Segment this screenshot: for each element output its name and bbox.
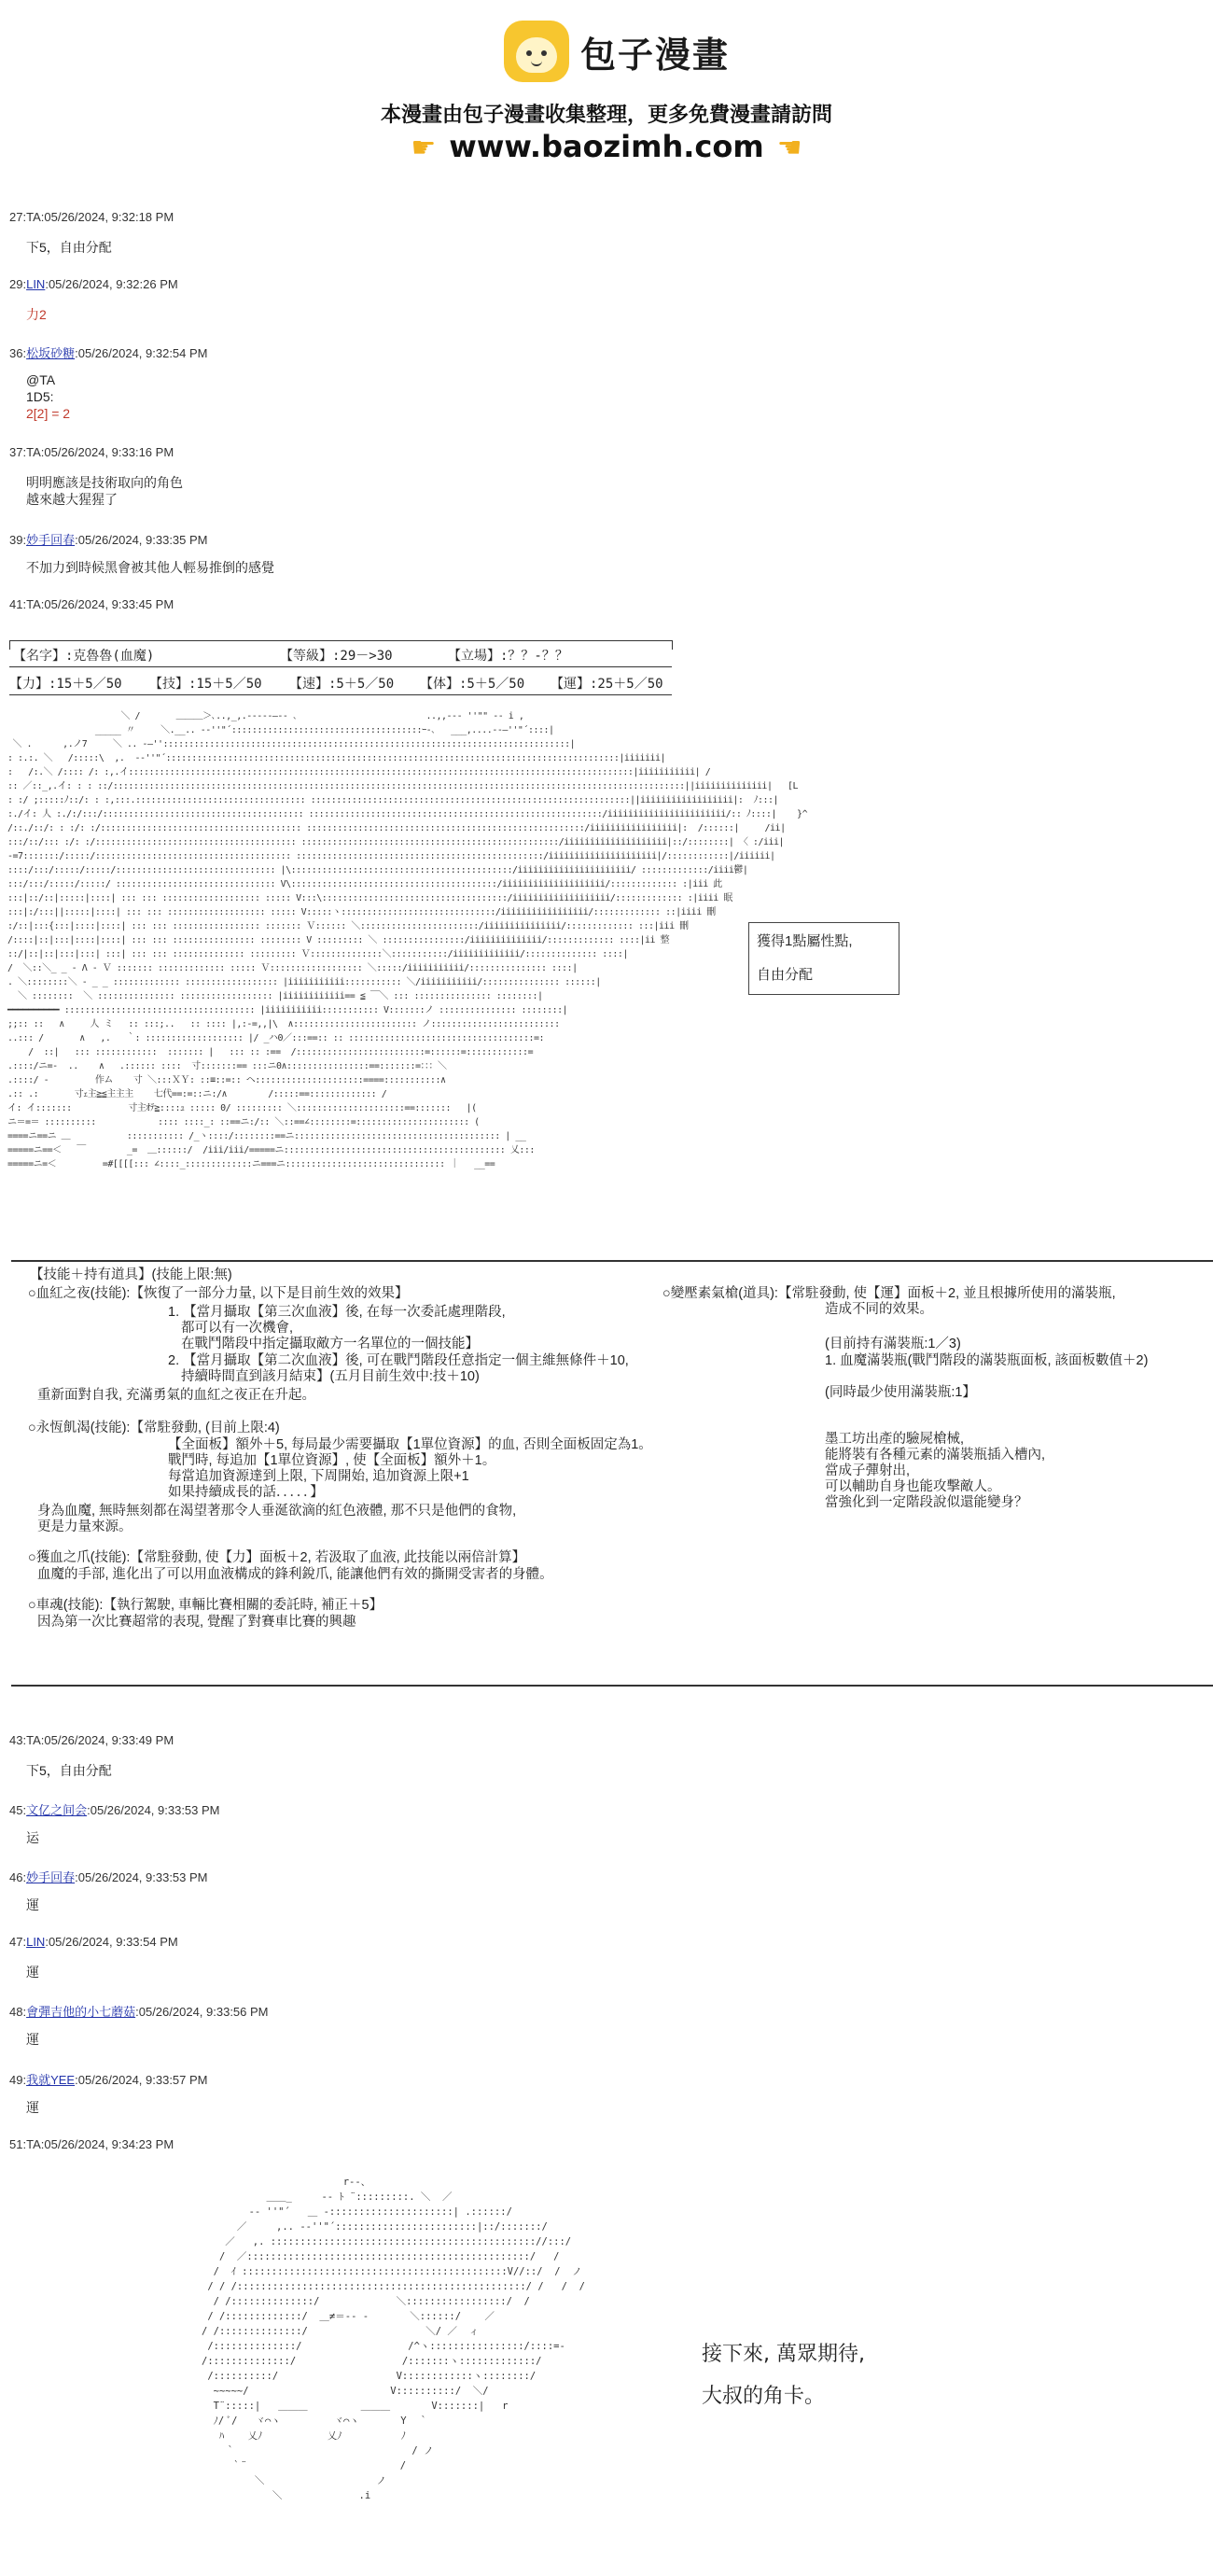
skill-crimson-night-title: ○血紅之夜(技能):【恢復了一部分力量, 以下是目前生效的效果】 bbox=[28, 1286, 409, 1301]
post-header: 27:TA:05/26/2024, 9:32:18 PM bbox=[9, 210, 174, 224]
post-header: 36:松坂砂糖:05/26/2024, 9:32:54 PM bbox=[9, 346, 208, 360]
skill-car-soul-title: ○車魂(技能):【執行駕駛, 車輛比賽相關的委託時, 補正＋5】 bbox=[28, 1598, 383, 1613]
skill-crimson-night-line: 2. 【當月攝取【第二次血液】後, 可在戰鬥階段任意指定一個主維無條件＋10, bbox=[168, 1353, 629, 1368]
post-timestamp: 05/26/2024, 9:33:56 PM bbox=[138, 2005, 269, 2019]
post-body: 運 bbox=[26, 1965, 39, 1980]
post-number: 51 bbox=[9, 2137, 23, 2151]
stat-speed: 【速】:5＋5／50 bbox=[289, 677, 395, 692]
post-timestamp: 05/26/2024, 9:33:57 PM bbox=[77, 2073, 208, 2087]
post-author: TA bbox=[26, 1733, 41, 1747]
post-timestamp: 05/26/2024, 9:34:23 PM bbox=[44, 2137, 174, 2151]
post-author[interactable]: 妙手回春 bbox=[26, 1870, 76, 1884]
item-vial-gun-flavor: 當成子彈射出, bbox=[825, 1463, 911, 1478]
skill-crimson-night-line: 都可以有一次機會, bbox=[181, 1321, 294, 1336]
character-ascii-art: ＼ / ＿＿＿＞､..,_,.--‐--―-- ､ ..,,--‐ ''"" -- i , _____ 〃 ＼.__.. -‐''"´:::::::::::::::::::::::::::::::::::::ｰ-､ ___,....--―''"´::::| ＼ . ,.ノ7 ＼ .. -―'':::::::::::::::::::::::::::::::::::::::::::::::::::::::::::::::::::::::::::::::| : :.:. ＼ /:::::\ ,. -‐''"´::::::::::::::::::::::::::::::::::::::::::::::::::::::::::::::::::::::::::::::::::::::::|iiiiiii| : /:.＼ /:::: /: :,.イ::::::::::::::::::::::::::::::::::::::::::::::::::::::::::::::::::::::::::::::::::::::::::::::::::|iiiiiiiiiii| / :: ／::_,.イ: : : ::/:::::::::::::::::::::::::::::::::::::::::::::::::::::::::::::::::::::::::::::::::::::::::::::::::::::::::::::::||iiiiiiiiiiiiii| [L : :/ ;:::::ﾉ::/: : :,:::.::::::::::::::::::::::::::::::::: ::::::::::::::::::::::::::::::::::::::::::::::::::::::::::::::||iiiiiiiiiiiiiiiiii|: ﾉ:::| :./イ: 人 :./:/:::/::::::::::::::::::::::::::::::::::::::: :::::::::::::::::::::::::::::::::::::::::::::::::::::::::/iiiiiiiiiiiiiiiiiiiiiii/:: ﾉ::::| }^ /::./::/: : :/: :/::::::::::::::::::::::::::::::::::::::: ::::::::::::::::::::::::::::::::::::::::::::::::::::::/iiiiiiiiiiiiiiiii|: /::::::| /ii| :::/::/::: :/: :/::::::::::::::::::::::::::::::::::::::: ::::::::::::::::::::::::::::::::::::::::::::::::::/iiiiiiiiiiiiiiiiiiii|::/::::::::| 〈 :/iii| -=7:::::::/:::::/:::::::::::::::::::::::::::::::::::::: ::::::::::::::::::::::::::::::::::::::::::::::::/iiiiiiiiiiiiiiiiiiiii|/::::::::::::|/iiiiii| ::::/:::/:::::/:::::/::::::::::::::::::::::::::::::: |\:::::::::::::::::::::::::::::::::::::::::::/iiiiiiiiiiiiiiiiiiiiii/ :::::::::::::/iiii鬱| :::/:::/:::::/:::::/ ::::::::::::::::::::::::::::::: V\::::::::::::::::::::::::::::::::::::::::/iiiiiiiiiiiiiiiiiiii/::::::::::::: :|iii 此 :::|::/::|:::::|::::| ::: ::: ::::::::::::::::::: ::::: V:::\::::::::::::::::::::::::::::::::::::/iiiiiiiiiiiiiiiiiii/::::::::::::: :|iiii 眠 :::|:/:::||:::::|::::| ::: ::: ::::::::::::::::::: ::::: V:::::ヽ::::::::::::::::::::::::::::::/iiiiiiiiiiiiiiiii/::::::::::::: ::|iiii 刪 :/::|:::{:::|::::|::::| ::: ::: ::::::::::::::::: ::::::: Ｖ:::::: ＼:::::::::::::::::::::::/iiiiiiiiiiiiiii/::::::::::::: :::|iii 刪 /::::|::|:::|::::|::::| ::: ::: :::::::::::::::: :::::::: V ::::::::: ＼ ::::::::::::::::/iiiiiiiiiiiiii/::::::::::::: ::::|ii 整 ::/|::|::|:::|:::| :::| ::: ::: :::::::::::::: ::::::::: Ｖ::::::::::::::＼:::::::::::/iiiiiiiiiiiii/:::::::::::::: ::::| / ＼::＼_ _ - Λ - Ｖ ::::::: ::::::::::::: ::::: Ｖ:::::::::::::::::: ＼:::::/iiiiiiiiiii/::::::::::::::: ::::| . ＼::::::::＼ - _ _ ::::::::::::: :::::::::::::::::: |iiiiiiiiiii::::::::::: ＼/iiiiiiiiiii/::::::::::::::: ::::::| ＼ :::::::: ＼ ::::::::::::::: :::::::::::::::::: |iiiiiiiiiiii== ≦ ￣＼ ::: ::::::::::::::: ::::::::| ━━━━━━━━━━ ::::::::::::::::::::::::::::::::::::: |iiiiiiiiiii::::::::::: V:::::::ノ ::::::::::::::: ::::::::| ;;:: :: ∧ 人 ミ :: :::;.. :: :::: |,:-=,,|\ ∧:::::::::::::::::::::::: ノ::::::::::::::::::::::::: ..::: / ∧ ,. ｀: ::::::::::::::::::: |/ _ハ0／:::==:: :: ::::::::::::::::::::::::::::::::::::=: / ::| ::: :::::::::::: ::::::: | ::: :: :== /:::::::::::::::::::::::::=::::::=::::::::::::= .::::/ニ=- .. ∧ .:::::: :::: 寸:::::::== :::ニ0∧::::::::::::::::==:::::::=：：：＼ .::::/ - 作ム 寸 ＼:::ＸＹ: ::≡::=:: ヘ:::::::::::::::::::::====:::::::::::∧ .:: .: 寸ｪ主≧≦主主主 七代==:=::ニ:/∧ /:::::==::::::::::::: / イ: イ::::::: 寸主ｵﾃ≧::::ｭ ::::: 0/ ::::::::: ＼:::::::::::::::::::::==::::::: |( ニ＝=＝ :::::::::: :::: ::::_: ::==ニ:/:: ＼::==∠::::::::=:::::::::::::::::::::: ( ====ニ==ニ ＿ ::::::::::: /_ヽ::::/::::::::==ニ:::::::::::::::::::::::::::::::::::::::: | __ =====ニ==＜ ￣ _= ＿::::::/ /iii/iii/=====ニ::::::::::::::::::::::::::::::::::::::::::: 乂::: =====ニ=＜ =#[[[[::: ∠::::_:::::::::::::ニ===ニ::::::::::::::::::::::::::::::: ｜ __== bbox=[7, 711, 808, 1169]
skill-eternal-hunger-line: 戰鬥時, 每追加【1單位資源】, 使【全面板】額外＋1。 bbox=[168, 1453, 496, 1468]
post-body: 力2 bbox=[26, 307, 47, 322]
skill-eternal-hunger-line: 如果持續成長的話．．．．．】 bbox=[168, 1485, 324, 1500]
post-header: 45:文亿之间会:05/26/2024, 9:33:53 PM bbox=[9, 1803, 220, 1817]
stat-technique: 【技】:15＋5／50 bbox=[149, 677, 262, 692]
post-timestamp: 05/26/2024, 9:33:16 PM bbox=[44, 445, 174, 459]
post-body: 不加力到時候黑會被其他人輕易推倒的感覺 bbox=[26, 560, 274, 575]
post-author: TA bbox=[26, 597, 41, 611]
post-number: 47 bbox=[9, 1935, 23, 1949]
uncle-face-ascii-art: r‐-、 ＿＿_ -- ﾄ ¨:::::::::. ＼ ／ -‐ ''"´ ＿ -:::::::::::::::::::::| .::::::/ ／ ,.. -‐''"´::::::::::::::::::::::::|::/:::::::/ ／ ,. ::::::::::::::::::::::::::::::::::::::::::::://:::/ / ／::::::::::::::::::::::::::::::::::::::::::::::::/ / / ｲ :::::::::::::::::::::::::::::::::::::::::::::V//::/ / ノ / / /:::::::::::::::::::::::::::::::::::::::::::::::::/ / / / / /::::::::::::::/ ＼:::::::::::::::::/ / / /:::::::::::::/ ＿≠＝-- ‐ ＼::::::/ ／ / /::::::::::::::/ ＼/ ／ ィ /::::::::::::::/ /^ヽ::::::::::::::::/::::=- /::::::::::::::/ /:::::::ヽ:::::::::::::/ /::::::::::/ V::::::::::::ヽ::::::::/ ~~~~~/ V::::::::::/ ＼/ T¨:::::| ＿＿＿ ＿＿＿ V:::::::| r ﾉ/ ﾞ/ ヾ⌒ヽ ヾ⌒ヽ Y ｀ ﾊ 乂ﾉ 乂ﾉ ﾉ ｀ / ノ ｀¨ / ＼ ノ ＼ .i bbox=[202, 2177, 585, 2501]
skill-crimson-night-line: 1. 【當月攝取【第三次血液】後, 在每一次委託處理階段, bbox=[168, 1305, 506, 1320]
post-timestamp: 05/26/2024, 9:33:35 PM bbox=[77, 533, 208, 547]
skill-eternal-hunger-flavor: 身為血魔, 無時無刻都在渴望著那令人垂涎欲滴的紅色液體, 那不只是他們的食物, bbox=[37, 1504, 517, 1519]
skill-crimson-night-line: 持續時間直到該月結束】(五月目前生效中:技＋10) bbox=[181, 1369, 480, 1384]
item-vial-gun-flavor: 當強化到一定階段說似還能變身？ bbox=[825, 1495, 1028, 1510]
item-vial-gun-line: (目前持有滿裝瓶:1／3) bbox=[825, 1337, 961, 1351]
skills-section bbox=[11, 1260, 1213, 1689]
item-vial-gun-flavor: 墨工坊出產的驗屍槍械, bbox=[825, 1432, 965, 1447]
caption-line-1: 接下來, 萬眾期待, bbox=[702, 2343, 865, 2366]
post-header: 51:TA:05/26/2024, 9:34:23 PM bbox=[9, 2137, 174, 2151]
sheet-level: 【等級】:29－>30 bbox=[280, 649, 393, 664]
post-header: 29:LIN:05/26/2024, 9:32:26 PM bbox=[9, 277, 178, 291]
skill-blood-claw-title: ○獲血之爪(技能):【常駐發動, 使【力】面板＋2, 若汲取了血液, 此技能以兩倍計算】 bbox=[28, 1550, 526, 1565]
banner-subtitle: 本漫畫由包子漫畫收集整理，更多免費漫畫請訪問 bbox=[380, 104, 832, 127]
skill-blood-claw-flavor: 血魔的手部, 進化出了可以用血液構成的鋒利銳爪, 能讓他們有效的撕開受害者的身體。 bbox=[37, 1567, 553, 1582]
post-header: 39:妙手回春:05/26/2024, 9:33:35 PM bbox=[9, 533, 208, 547]
post-number: 37 bbox=[9, 445, 23, 459]
post-header: 41:TA:05/26/2024, 9:33:45 PM bbox=[9, 597, 174, 611]
note-line-1: 獲得1點屬性點, bbox=[757, 933, 853, 949]
item-vial-gun-line: (同時最少使用滿裝瓶:1】 bbox=[825, 1385, 976, 1400]
post-header: 49:我就YEE:05/26/2024, 9:33:57 PM bbox=[9, 2073, 208, 2087]
post-body: 運 bbox=[26, 2032, 39, 2047]
bun-mascot-icon bbox=[504, 21, 569, 82]
stat-point-note bbox=[748, 922, 899, 995]
post-author[interactable]: 我就YEE bbox=[26, 2073, 76, 2087]
item-vial-gun-flavor: 能將裝有各種元素的滿裝瓶插入槽內, bbox=[825, 1448, 1046, 1463]
post-body: 明明應該是技術取向的角色 越來越大猩猩了 bbox=[26, 475, 183, 507]
post-body: @TA 1D5: 2[2] = 2 bbox=[26, 372, 71, 421]
caption-line-2: 大叔的角卡。 bbox=[702, 2385, 826, 2408]
post-number: 41 bbox=[9, 597, 23, 611]
skill-crimson-night-line: 在戰鬥階段中指定攝取敵方一名單位的一個技能】 bbox=[181, 1337, 479, 1351]
site-url[interactable]: www.baozimh.com bbox=[449, 129, 764, 164]
skill-eternal-hunger-title: ○永恆飢渴(技能):【常駐發動, (目前上限:4) bbox=[28, 1421, 280, 1435]
pointing-hand-icon: ☚ bbox=[776, 132, 802, 164]
post-header: 46:妙手回春:05/26/2024, 9:33:53 PM bbox=[9, 1870, 208, 1884]
post-number: 29 bbox=[9, 277, 23, 291]
post-body: 運 bbox=[26, 1897, 39, 1912]
skill-eternal-hunger-line: 【全面板】額外＋5, 每局最少需要攝取【1單位資源】的血, 否則全面板固定為1。 bbox=[168, 1437, 652, 1452]
post-author: TA bbox=[26, 2137, 41, 2151]
site-banner bbox=[0, 0, 1213, 173]
post-author: TA bbox=[26, 210, 41, 224]
sheet-name: 【名字】:克魯魯(血魔) bbox=[13, 649, 155, 664]
item-vial-gun-line: 造成不同的效果。 bbox=[825, 1302, 933, 1317]
post-body: 下5，自由分配 bbox=[26, 240, 112, 255]
post-author[interactable]: 妙手回春 bbox=[26, 533, 76, 547]
post-timestamp: 05/26/2024, 9:32:26 PM bbox=[48, 277, 178, 291]
post-author[interactable]: 松坂砂糖 bbox=[26, 346, 76, 360]
post-author[interactable]: LIN bbox=[26, 277, 46, 291]
post-number: 45 bbox=[9, 1803, 23, 1817]
stat-luck: 【運】:25＋5／50 bbox=[551, 677, 663, 692]
post-timestamp: 05/26/2024, 9:33:53 PM bbox=[90, 1803, 220, 1817]
post-body: 运 bbox=[26, 1830, 39, 1845]
post-timestamp: 05/26/2024, 9:32:54 PM bbox=[77, 346, 208, 360]
site-logo[interactable] bbox=[504, 21, 730, 82]
skill-eternal-hunger-flavor: 更是力量來源。 bbox=[37, 1519, 132, 1534]
stat-strength: 【力】:15＋5／50 bbox=[9, 677, 122, 692]
post-number: 27 bbox=[9, 210, 23, 224]
pointing-hand-icon: ☛ bbox=[411, 132, 437, 164]
skill-crimson-night-flavor: 重新面對自我, 充滿勇氣的血紅之夜正在升起。 bbox=[37, 1388, 316, 1403]
item-vial-gun-line: 1. 血魔滿裝瓶(戰鬥階段的滿裝瓶面板, 該面板數值＋2) bbox=[825, 1353, 1149, 1368]
post-timestamp: 05/26/2024, 9:33:54 PM bbox=[48, 1935, 178, 1949]
item-vial-gun-flavor: 可以輔助自身也能攻擊敵人。 bbox=[825, 1479, 1001, 1494]
post-number: 48 bbox=[9, 2005, 23, 2019]
post-number: 36 bbox=[9, 346, 23, 360]
post-author[interactable]: LIN bbox=[26, 1935, 46, 1949]
banner-url-line[interactable] bbox=[0, 129, 1213, 164]
post-timestamp: 05/26/2024, 9:33:53 PM bbox=[77, 1870, 208, 1884]
post-body: 運 bbox=[26, 2100, 39, 2115]
character-stat-sheet bbox=[9, 635, 681, 700]
post-author[interactable]: 會彈吉他的小七蘑菇 bbox=[26, 2005, 136, 2019]
post-author[interactable]: 文亿之间会 bbox=[26, 1803, 88, 1817]
post-number: 39 bbox=[9, 533, 23, 547]
skills-header: 【技能＋持有道具】(技能上限:無) bbox=[30, 1267, 232, 1282]
post-author: TA bbox=[26, 445, 41, 459]
sheet-stance: 【立場】:？？-？？ bbox=[448, 649, 568, 664]
logo-text: 包子漫畫 bbox=[580, 34, 731, 76]
post-timestamp: 05/26/2024, 9:32:18 PM bbox=[44, 210, 174, 224]
item-vial-gun-title: ○變壓素氣槍(道具):【常駐發動, 使【運】面板＋2, 並且根據所使用的滿裝瓶, bbox=[662, 1286, 1116, 1301]
post-timestamp: 05/26/2024, 9:33:49 PM bbox=[44, 1733, 174, 1747]
stat-vitality: 【体】:5＋5／50 bbox=[420, 677, 525, 692]
post-body: 下5，自由分配 bbox=[26, 1763, 112, 1778]
post-header: 48:會彈吉他的小七蘑菇:05/26/2024, 9:33:56 PM bbox=[9, 2005, 269, 2019]
post-header: 37:TA:05/26/2024, 9:33:16 PM bbox=[9, 445, 174, 459]
post-number: 43 bbox=[9, 1733, 23, 1747]
skill-eternal-hunger-line: 每當追加資源達到上限, 下周開始, 追加資源上限+1 bbox=[168, 1469, 469, 1484]
post-timestamp: 05/26/2024, 9:33:45 PM bbox=[44, 597, 174, 611]
post-header: 43:TA:05/26/2024, 9:33:49 PM bbox=[9, 1733, 174, 1747]
note-line-2: 自由分配 bbox=[757, 967, 814, 983]
post-header: 47:LIN:05/26/2024, 9:33:54 PM bbox=[9, 1935, 178, 1949]
post-number: 46 bbox=[9, 1870, 23, 1884]
skill-car-soul-flavor: 因為第一次比賽超常的表現, 覺醒了對賽車比賽的興趣 bbox=[37, 1615, 356, 1630]
post-number: 49 bbox=[9, 2073, 23, 2087]
